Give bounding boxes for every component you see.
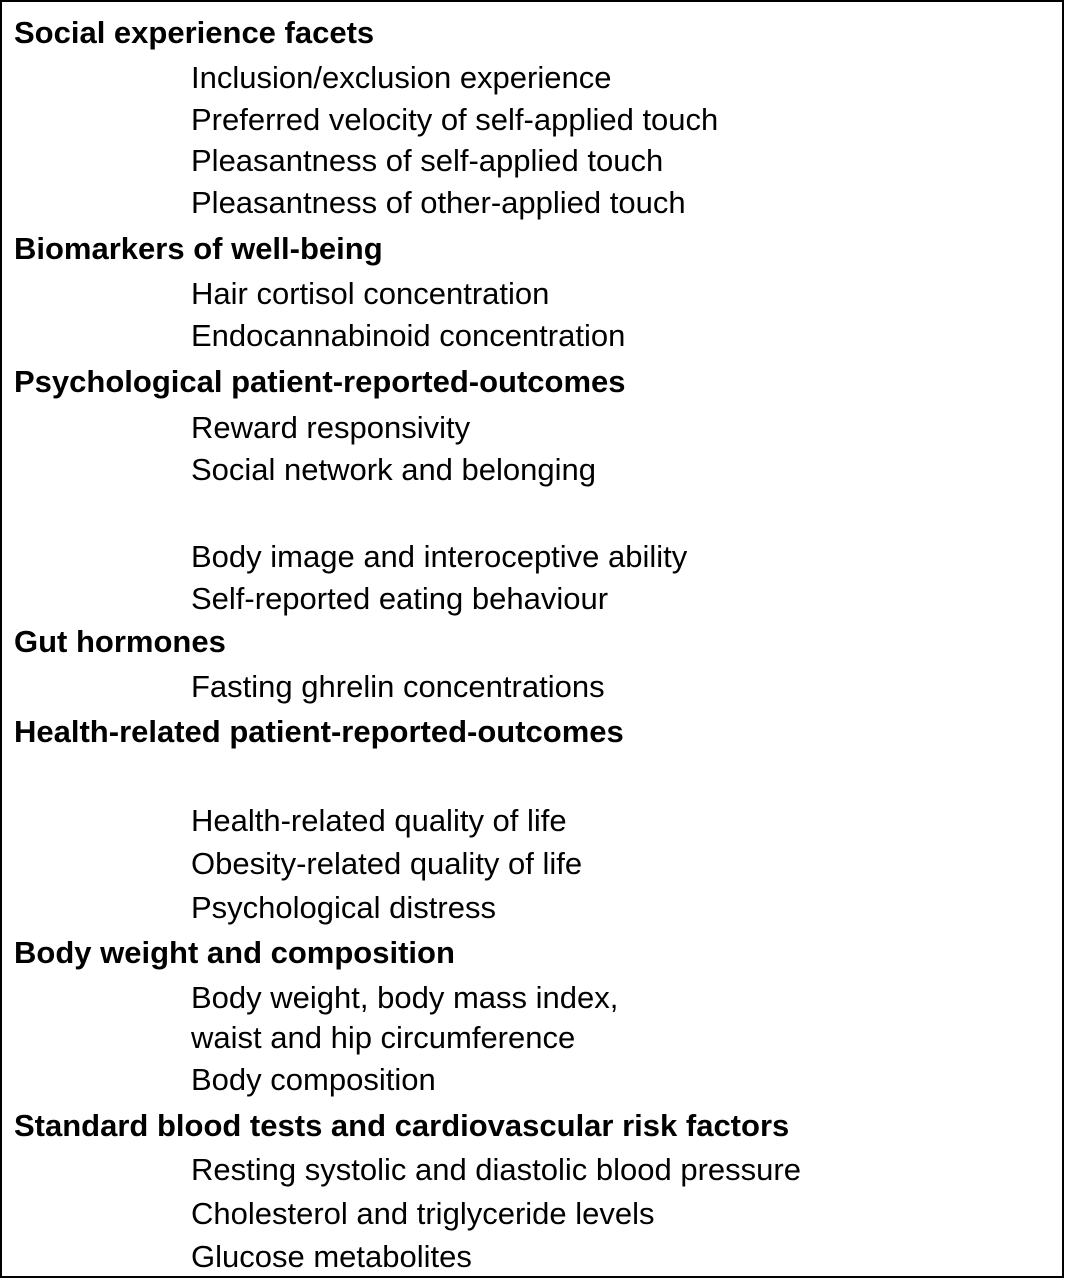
list-item: Body weight, body mass index, bbox=[191, 980, 619, 1015]
list-item: Cholesterol and triglyceride levels bbox=[191, 1196, 655, 1231]
section-heading-blood-tests: Standard blood tests and cardiovascular risk factors bbox=[14, 1108, 790, 1143]
list-item: Hair cortisol concentration bbox=[191, 276, 550, 311]
section-heading-gut-hormones: Gut hormones bbox=[14, 624, 226, 659]
list-item: Inclusion/exclusion experience bbox=[191, 60, 612, 95]
list-item: Self-reported eating behaviour bbox=[191, 581, 609, 616]
list-item: Health-related quality of life bbox=[191, 803, 567, 838]
list-item: Preferred velocity of self-applied touch bbox=[191, 102, 719, 137]
section-heading-psychological-pro: Psychological patient-reported-outcomes bbox=[14, 364, 626, 399]
list-item: Social network and belonging bbox=[191, 452, 596, 487]
list-item: Fasting ghrelin concentrations bbox=[191, 669, 605, 704]
section-heading-biomarkers: Biomarkers of well-being bbox=[14, 231, 383, 266]
list-item: Obesity-related quality of life bbox=[191, 846, 583, 881]
list-item: Body image and interoceptive ability bbox=[191, 539, 688, 574]
list-item: Endocannabinoid concentration bbox=[191, 318, 626, 353]
list-item: Pleasantness of other-applied touch bbox=[191, 185, 686, 220]
list-item: waist and hip circumference bbox=[191, 1020, 576, 1055]
list-item: Resting systolic and diastolic blood pressure bbox=[191, 1152, 801, 1187]
section-heading-social-experience: Social experience facets bbox=[14, 15, 375, 50]
list-item: Psychological distress bbox=[191, 890, 496, 925]
section-heading-body-weight: Body weight and composition bbox=[14, 935, 455, 970]
section-heading-health-related-pro: Health-related patient-reported-outcomes bbox=[14, 714, 624, 749]
list-item: Body composition bbox=[191, 1062, 436, 1097]
list-item: Reward responsivity bbox=[191, 410, 471, 445]
list-item: Glucose metabolites bbox=[191, 1239, 472, 1274]
list-item: Pleasantness of self-applied touch bbox=[191, 143, 664, 178]
